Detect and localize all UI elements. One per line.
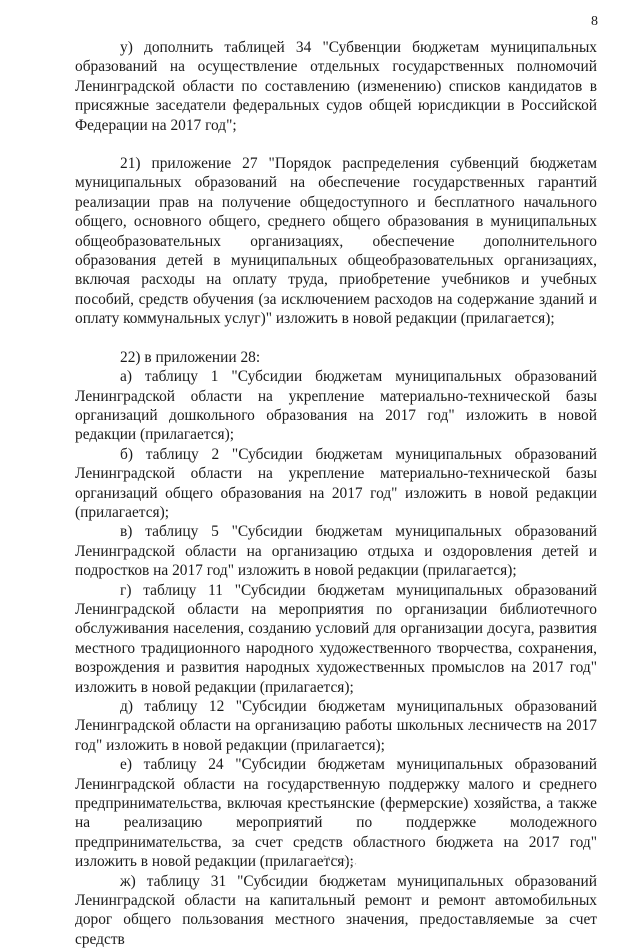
paragraph-gap	[75, 329, 597, 348]
paragraph: б) таблицу 2 "Субсидии бюджетам муниципальных образований Ленинградской области на укрепление материально-технической базы организаций общего образования на 2017 год" изложить в новой редакции (прилагается);	[75, 445, 597, 521]
paragraph: ж) таблицу 31 "Субсидии бюджетам муниципальных образований Ленинградской области на капитальный ремонт и ремонт автомобильных дорог общего пользования местного значения, предоставляемые за счет средств	[75, 872, 597, 948]
paragraph: а) таблицу 1 "Субсидии бюджетам муниципальных образований Ленинградской области на укрепление материально-технической базы организаций дошкольного образования на 2017 год" изложить в новой редакции (прилагается);	[75, 368, 597, 444]
page-number: 8	[591, 14, 598, 29]
paragraph: г) таблицу 11 "Субсидии бюджетам муниципальных образований Ленинградской области на мероприятия по организации библиотечного обслуживания населения, созданию условий для организации досуга, развития местного традиционного народного художественного творчества, сохранения, возрождения и развития народных художественных промыслов на 2017 год" изложить в новой редакции (прилагается);	[75, 581, 597, 696]
scan-artifact	[322, 853, 362, 867]
paragraph: у) дополнить таблицей 34 "Субвенции бюджетам муниципальных образований на осуществление отдельных государственных полномочий Ленинградской области по составлению (изменению) списков кандидатов в присяжные заседатели федеральных судов общей юрисдикции в Российской Федерации на 2017 год";	[75, 39, 597, 134]
paragraph: д) таблицу 12 "Субсидии бюджетам муниципальных образований Ленинградской области на организацию работы школьных лесничеств на 2017 год" изложить в новой редакции (прилагается);	[75, 698, 597, 754]
paragraph: в) таблицу 5 "Субсидии бюджетам муниципальных образований Ленинградской области на организацию отдыха и оздоровления детей и подростков на 2017 год" изложить в новой редакции (прилагается);	[75, 523, 597, 580]
paragraph: 22) в приложении 28:	[120, 348, 261, 366]
paragraph: е) таблицу 24 "Субсидии бюджетам муниципальных образований Ленинградской области на государственную поддержку малого и среднего предпринимательства, включая крестьянские (фермерские) хозяйства, а также на реализацию мероприятий по поддержке молодежного предпринимательства, за счет средств областного бюджета на 2017 год" изложить в новой редакции (прилагается);	[75, 756, 597, 871]
paragraph: 21) приложение 27 "Порядок распределения субвенций бюджетам муниципальных образований на обеспечение государственных гарантий реализации прав на получение общедоступного и бесплатного начального общего, основного общего, среднего общего образования в муниципальных общеобразовательных организациях, обеспечение дополнительного образования детей в муниципальных общеобразовательных организациях, включая расходы на оплату труда, приобретение учебников и учебных пособий, средств обучения (за исключением расходов на содержание зданий и оплату коммунальных услуг)" изложить в новой редакции (прилагается);	[75, 155, 597, 328]
document-body	[75, 38, 597, 949]
paragraph-gap	[75, 135, 597, 154]
